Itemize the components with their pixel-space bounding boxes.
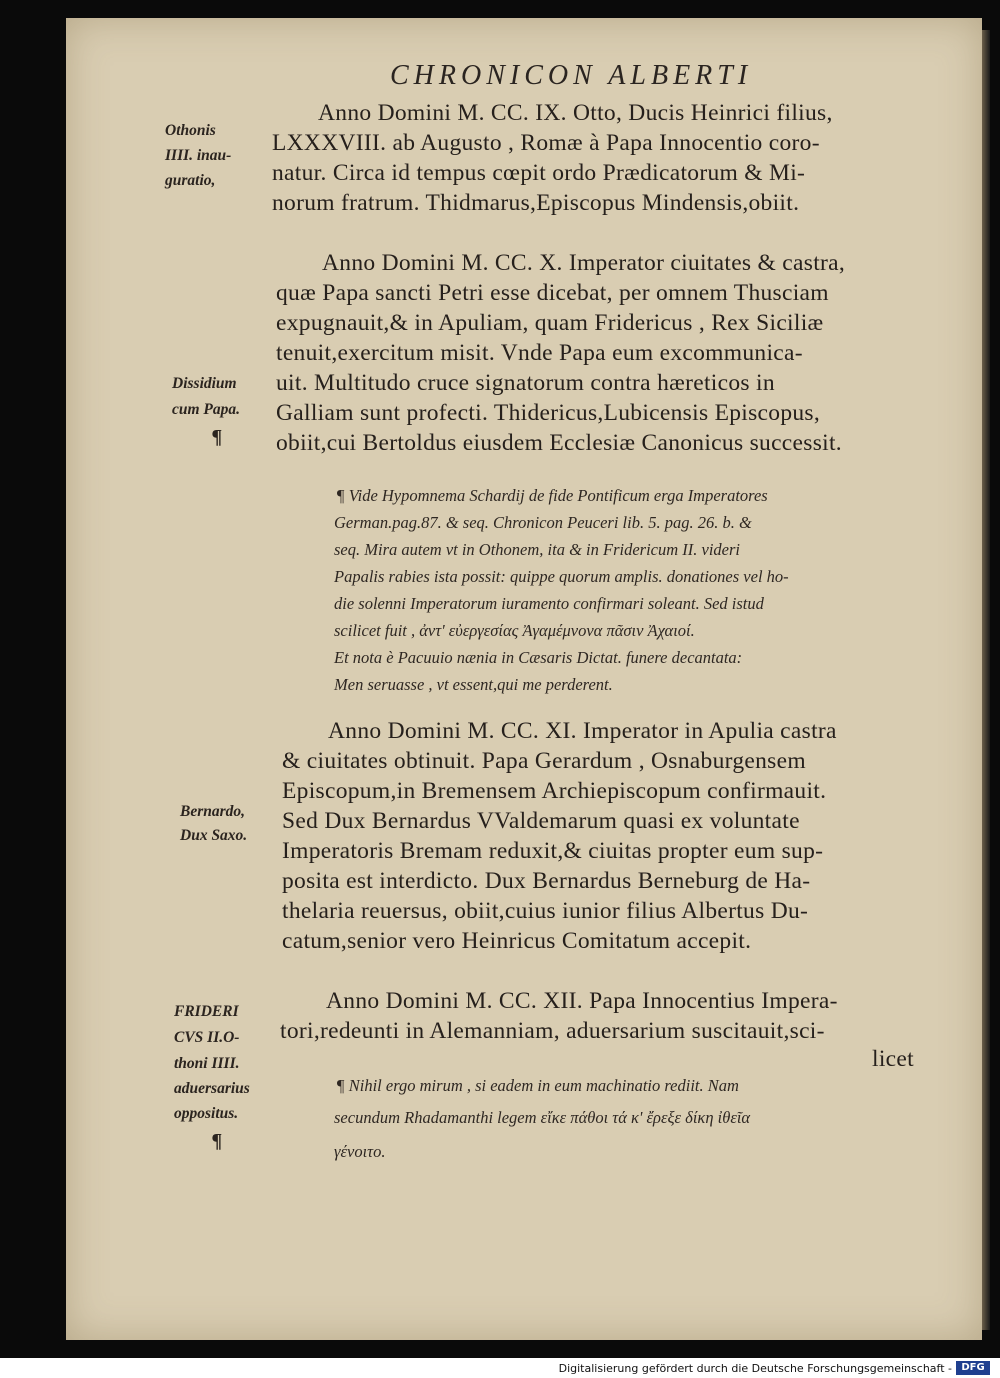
margin-note: oppositus.	[174, 1105, 239, 1122]
margin-note: CVS II.O-	[174, 1029, 240, 1046]
margin-note: FRIDERI	[174, 1003, 239, 1020]
text-line: licet	[872, 1046, 914, 1072]
annotation-line: secundum Rhadamanthi legem εἴκε πάθοι τά κ' ἔρεξε δίκη ἰθεῖα	[334, 1108, 751, 1127]
annotation-line: scilicet fuit , ἀντ' εὐεργεσίας Ἀγαμέμνονα πᾶσιν Ἀχαιοί.	[334, 621, 695, 640]
text-line: tori,redeunti in Alemanniam, aduersarium suscitauit,sci-	[280, 1018, 825, 1044]
margin-note: ¶	[212, 1130, 222, 1152]
annotation-line: Papalis rabies ista possit: quippe quorum amplis. donationes vel ho-	[334, 567, 789, 586]
text-line: quæ Papa sancti Petri esse dicebat, per omnem Thusciam	[276, 280, 829, 306]
text-line: & ciuitates obtinuit. Papa Gerardum , Osnaburgensem	[282, 748, 806, 774]
text-line: Episcopum,in Bremensem Archiepiscopum confirmauit.	[282, 778, 827, 804]
running-head: CHRONICON ALBERTI	[390, 60, 753, 91]
margin-note: Dissidium	[172, 375, 237, 392]
text-line: norum fratrum. Thidmarus,Episcopus Mindensis,obiit.	[272, 190, 800, 216]
margin-note: Bernardo,	[180, 803, 246, 820]
margin-note: aduersarius	[174, 1080, 250, 1097]
annotation-line: ¶ Vide Hypomnema Schardij de fide Pontificum erga Imperatores	[336, 486, 768, 505]
margin-note: thoni IIII.	[174, 1055, 240, 1072]
annotation-line: γένοιτο.	[334, 1142, 386, 1161]
text-line: thelaria reuersus, obiit,cuius iunior filius Albertus Du-	[282, 898, 809, 924]
annotation-line: seq. Mira autem vt in Othonem, ita & in Fridericum II. videri	[334, 540, 741, 559]
annotation-line: Men seruasse , vt essent,qui me perderent.	[334, 675, 613, 694]
text-line: Sed Dux Bernardus VValdemarum quasi ex voluntate	[282, 808, 800, 834]
margin-note: IIII. inau-	[165, 147, 232, 164]
margin-note: guratio,	[165, 172, 216, 189]
text-line: Galliam sunt profecti. Thidericus,Lubicensis Episcopus,	[276, 400, 821, 426]
text-line: uit. Multitudo cruce signatorum contra hæreticos in	[276, 370, 775, 396]
margin-note: ¶	[212, 426, 222, 448]
annotation-line: German.pag.87. & seq. Chronicon Peuceri lib. 5. pag. 26. b. &	[334, 513, 752, 532]
annotation-line: ¶ Nihil ergo mirum , si eadem in eum machinatio rediit. Nam	[336, 1076, 739, 1095]
text-line: natur. Circa id tempus cœpit ordo Prædicatorum & Mi-	[272, 160, 806, 186]
margin-note: Dux Saxo.	[180, 827, 248, 844]
annotation-line: die solenni Imperatorum iuramento confirmari soleant. Sed istud	[334, 594, 764, 613]
text-line: posita est interdicto. Dux Bernardus Berneburg de Ha-	[282, 868, 811, 894]
text-line: Anno Domini M. CC. X. Imperator ciuitates & castra,	[322, 250, 846, 276]
text-line: Anno Domini M. CC. IX. Otto, Ducis Heinrici filius,	[318, 100, 833, 126]
annotation-line: Et nota è Pacuuio nænia in Cæsaris Dictat. funere decantata:	[334, 648, 743, 667]
margin-note: Othonis	[165, 122, 216, 139]
footer-credit: Digitalisierung gefördert durch die Deutsche Forschungsgemeinschaft -	[558, 1362, 952, 1375]
margin-note: cum Papa.	[172, 401, 241, 418]
text-line: Anno Domini M. CC. XII. Papa Innocentius Impera-	[326, 988, 838, 1014]
text-line: Anno Domini M. CC. XI. Imperator in Apulia castra	[328, 718, 837, 744]
text-line: Imperatoris Bremam reduxit,& ciuitas propter eum sup-	[282, 838, 824, 864]
text-line: LXXXVIII. ab Augusto , Romæ à Papa Innocentio coro-	[272, 130, 820, 156]
text-line: tenuit,exercitum misit. Vnde Papa eum excommunica-	[276, 340, 803, 366]
text-line: obiit,cui Bertoldus eiusdem Ecclesiæ Canonicus successit.	[276, 430, 842, 456]
dfg-logo: DFG	[956, 1361, 990, 1375]
text-line: catum,senior vero Heinricus Comitatum accepit.	[282, 928, 752, 954]
text-line: expugnauit,& in Apuliam, quam Fridericus , Rex Siciliæ	[276, 310, 824, 336]
page-edge	[982, 30, 990, 1330]
